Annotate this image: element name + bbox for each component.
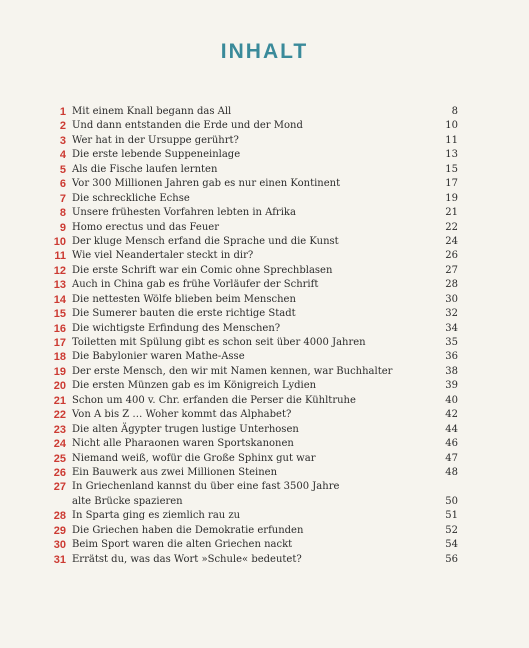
toc-entry xyxy=(40,221,458,235)
page-number: 27 xyxy=(445,264,458,276)
page-number: 17 xyxy=(445,178,458,190)
page-number: 28 xyxy=(445,279,458,291)
toc-entry xyxy=(40,235,458,249)
chapter-number: 23 xyxy=(53,423,66,436)
chapter-number: 2 xyxy=(59,120,66,133)
chapter-number: 31 xyxy=(53,553,66,566)
toc-entry xyxy=(40,480,458,509)
chapter-number: 1 xyxy=(59,106,66,118)
page-number: 11 xyxy=(445,134,458,146)
toc-entry xyxy=(40,437,458,451)
chapter-title: Als die Fische laufen lernten xyxy=(72,163,218,175)
page-number: 52 xyxy=(445,524,458,536)
chapter-title: Nicht alle Pharaonen waren Sportskanonen xyxy=(72,438,294,450)
chapter-number: 18 xyxy=(53,351,66,364)
page-number: 22 xyxy=(445,221,458,233)
page-number: 47 xyxy=(445,452,458,464)
toc-entry xyxy=(40,524,458,538)
toc-entry xyxy=(40,293,458,307)
page-number: 19 xyxy=(445,192,458,204)
toc-entry xyxy=(40,206,458,220)
page-number: 54 xyxy=(445,539,458,551)
toc-entry xyxy=(40,423,458,437)
page-number: 40 xyxy=(445,394,458,406)
page-number: 51 xyxy=(445,510,458,522)
chapter-number: 8 xyxy=(59,207,66,220)
toc-entry xyxy=(40,278,458,292)
toc-entry xyxy=(40,408,458,422)
chapter-title: Homo erectus und das Feuer xyxy=(72,221,219,233)
chapter-title: Der erste Mensch, den wir mit Namen kennen, war Buchhalter xyxy=(72,365,393,377)
toc-entry xyxy=(40,307,458,321)
page-number: 48 xyxy=(445,466,458,478)
chapter-title: Mit einem Knall begann das All xyxy=(72,106,232,117)
page-number: 44 xyxy=(445,423,458,435)
chapter-title: Die alten Ägypter trugen lustige Unterhosen xyxy=(72,423,299,435)
chapter-number: 9 xyxy=(59,221,66,234)
toc-entry xyxy=(40,249,458,263)
page-number: 50 xyxy=(445,495,458,507)
chapter-title-continued: alte Brücke spazieren xyxy=(72,495,183,507)
chapter-number: 28 xyxy=(53,510,66,523)
chapter-number: 25 xyxy=(53,452,66,465)
page-number: 15 xyxy=(445,163,458,175)
toc-entry xyxy=(40,192,458,206)
page-number: 8 xyxy=(451,106,458,117)
chapter-title: Ein Bauwerk aus zwei Millionen Steinen xyxy=(72,466,278,478)
chapter-number: 27 xyxy=(53,481,66,494)
chapter-title: Toiletten mit Spülung gibt es schon seit über 4000 Jahren xyxy=(72,337,366,348)
chapter-title: Auch in China gab es frühe Vorläufer der Schrift xyxy=(72,279,319,291)
chapter-title: Die ersten Münzen gab es im Königreich Lydien xyxy=(72,380,317,392)
page-number: 30 xyxy=(445,293,458,305)
page-number: 38 xyxy=(445,365,458,377)
chapter-title: Errätst du, was das Wort »Schule« bedeutet? xyxy=(72,553,302,565)
table-of-contents xyxy=(40,105,458,567)
toc-entry xyxy=(40,350,458,364)
toc-entry xyxy=(40,322,458,336)
toc-entry xyxy=(40,452,458,466)
chapter-title: Wer hat in der Ursuppe gerührt? xyxy=(72,134,239,146)
chapter-number: 29 xyxy=(53,524,66,537)
chapter-number: 12 xyxy=(53,264,66,277)
toc-entry xyxy=(40,105,458,119)
toc-entry xyxy=(40,379,458,393)
chapter-number: 6 xyxy=(59,178,66,191)
toc-entry xyxy=(40,119,458,133)
chapter-title: Von A bis Z … Woher kommt das Alphabet? xyxy=(72,409,292,421)
toc-entry xyxy=(40,177,458,191)
toc-entry xyxy=(40,264,458,278)
chapter-number: 4 xyxy=(59,149,66,162)
page-number: 39 xyxy=(445,380,458,392)
chapter-number: 26 xyxy=(53,466,66,479)
toc-entry xyxy=(40,466,458,480)
page-number: 32 xyxy=(445,308,458,320)
chapter-number: 16 xyxy=(53,322,66,335)
chapter-number: 22 xyxy=(53,409,66,422)
chapter-number: 10 xyxy=(53,235,66,248)
chapter-title: In Griechenland kannst du über eine fast 3500 Jahre xyxy=(72,481,340,493)
chapter-title: Der kluge Mensch erfand die Sprache und die Kunst xyxy=(72,235,339,247)
chapter-number: 5 xyxy=(59,163,66,176)
page-number: 42 xyxy=(445,409,458,421)
toc-entry xyxy=(40,394,458,408)
chapter-number: 20 xyxy=(53,380,66,393)
chapter-number: 15 xyxy=(53,308,66,321)
toc-entry xyxy=(40,148,458,162)
toc-entry xyxy=(40,553,458,567)
toc-entry xyxy=(40,163,458,177)
chapter-number: 30 xyxy=(53,539,66,552)
chapter-number: 19 xyxy=(53,365,66,378)
chapter-title: Niemand weiß, wofür die Große Sphinx gut war xyxy=(72,452,316,464)
chapter-number: 21 xyxy=(53,394,66,407)
chapter-number: 24 xyxy=(53,438,66,451)
page-number: 46 xyxy=(445,438,458,450)
chapter-title: Wie viel Neandertaler steckt in dir? xyxy=(72,250,254,262)
chapter-title: Die wichtigste Erfindung des Menschen? xyxy=(72,322,281,334)
page-number: 34 xyxy=(445,322,458,334)
page-number: 36 xyxy=(445,351,458,363)
chapter-title: Die nettesten Wölfe blieben beim Menschen xyxy=(72,293,296,305)
chapter-number: 13 xyxy=(53,279,66,292)
chapter-title: In Sparta ging es ziemlich rau zu xyxy=(72,510,241,522)
page-number: 21 xyxy=(445,207,458,219)
chapter-title: Die erste Schrift war ein Comic ohne Sprechblasen xyxy=(72,264,333,276)
page-number: 24 xyxy=(445,235,458,247)
chapter-number: 7 xyxy=(59,192,66,205)
chapter-title: Vor 300 Millionen Jahren gab es nur einen Kontinent xyxy=(72,178,341,190)
chapter-title: Die Babylonier waren Mathe-Asse xyxy=(72,351,245,363)
chapter-number: 3 xyxy=(59,134,66,147)
chapter-title: Die Griechen haben die Demokratie erfunden xyxy=(72,524,304,536)
page-number: 26 xyxy=(445,250,458,262)
page-number: 56 xyxy=(445,553,458,565)
chapter-title: Beim Sport waren die alten Griechen nackt xyxy=(72,539,293,551)
page-number: 10 xyxy=(445,120,458,132)
toc-entry xyxy=(40,509,458,523)
page-number: 35 xyxy=(445,337,458,348)
chapter-number: 11 xyxy=(54,250,66,263)
toc-entry xyxy=(40,538,458,552)
toc-entry xyxy=(40,365,458,379)
chapter-title: Die schreckliche Echse xyxy=(72,192,190,204)
chapter-title: Unsere frühesten Vorfahren lebten in Afrika xyxy=(72,207,296,219)
chapter-number: 17 xyxy=(53,337,66,349)
chapter-title: Und dann entstanden die Erde und der Mond xyxy=(72,120,303,132)
chapter-number: 14 xyxy=(53,293,66,306)
toc-entry xyxy=(40,336,458,350)
chapter-title: Die erste lebende Suppeneinlage xyxy=(72,149,241,161)
page-title: INHALT xyxy=(220,40,309,63)
chapter-title: Schon um 400 v. Chr. erfanden die Perser die Kühltruhe xyxy=(72,394,356,406)
chapter-title: Die Sumerer bauten die erste richtige Stadt xyxy=(72,308,296,320)
page-number: 13 xyxy=(445,149,458,161)
toc-entry xyxy=(40,134,458,148)
